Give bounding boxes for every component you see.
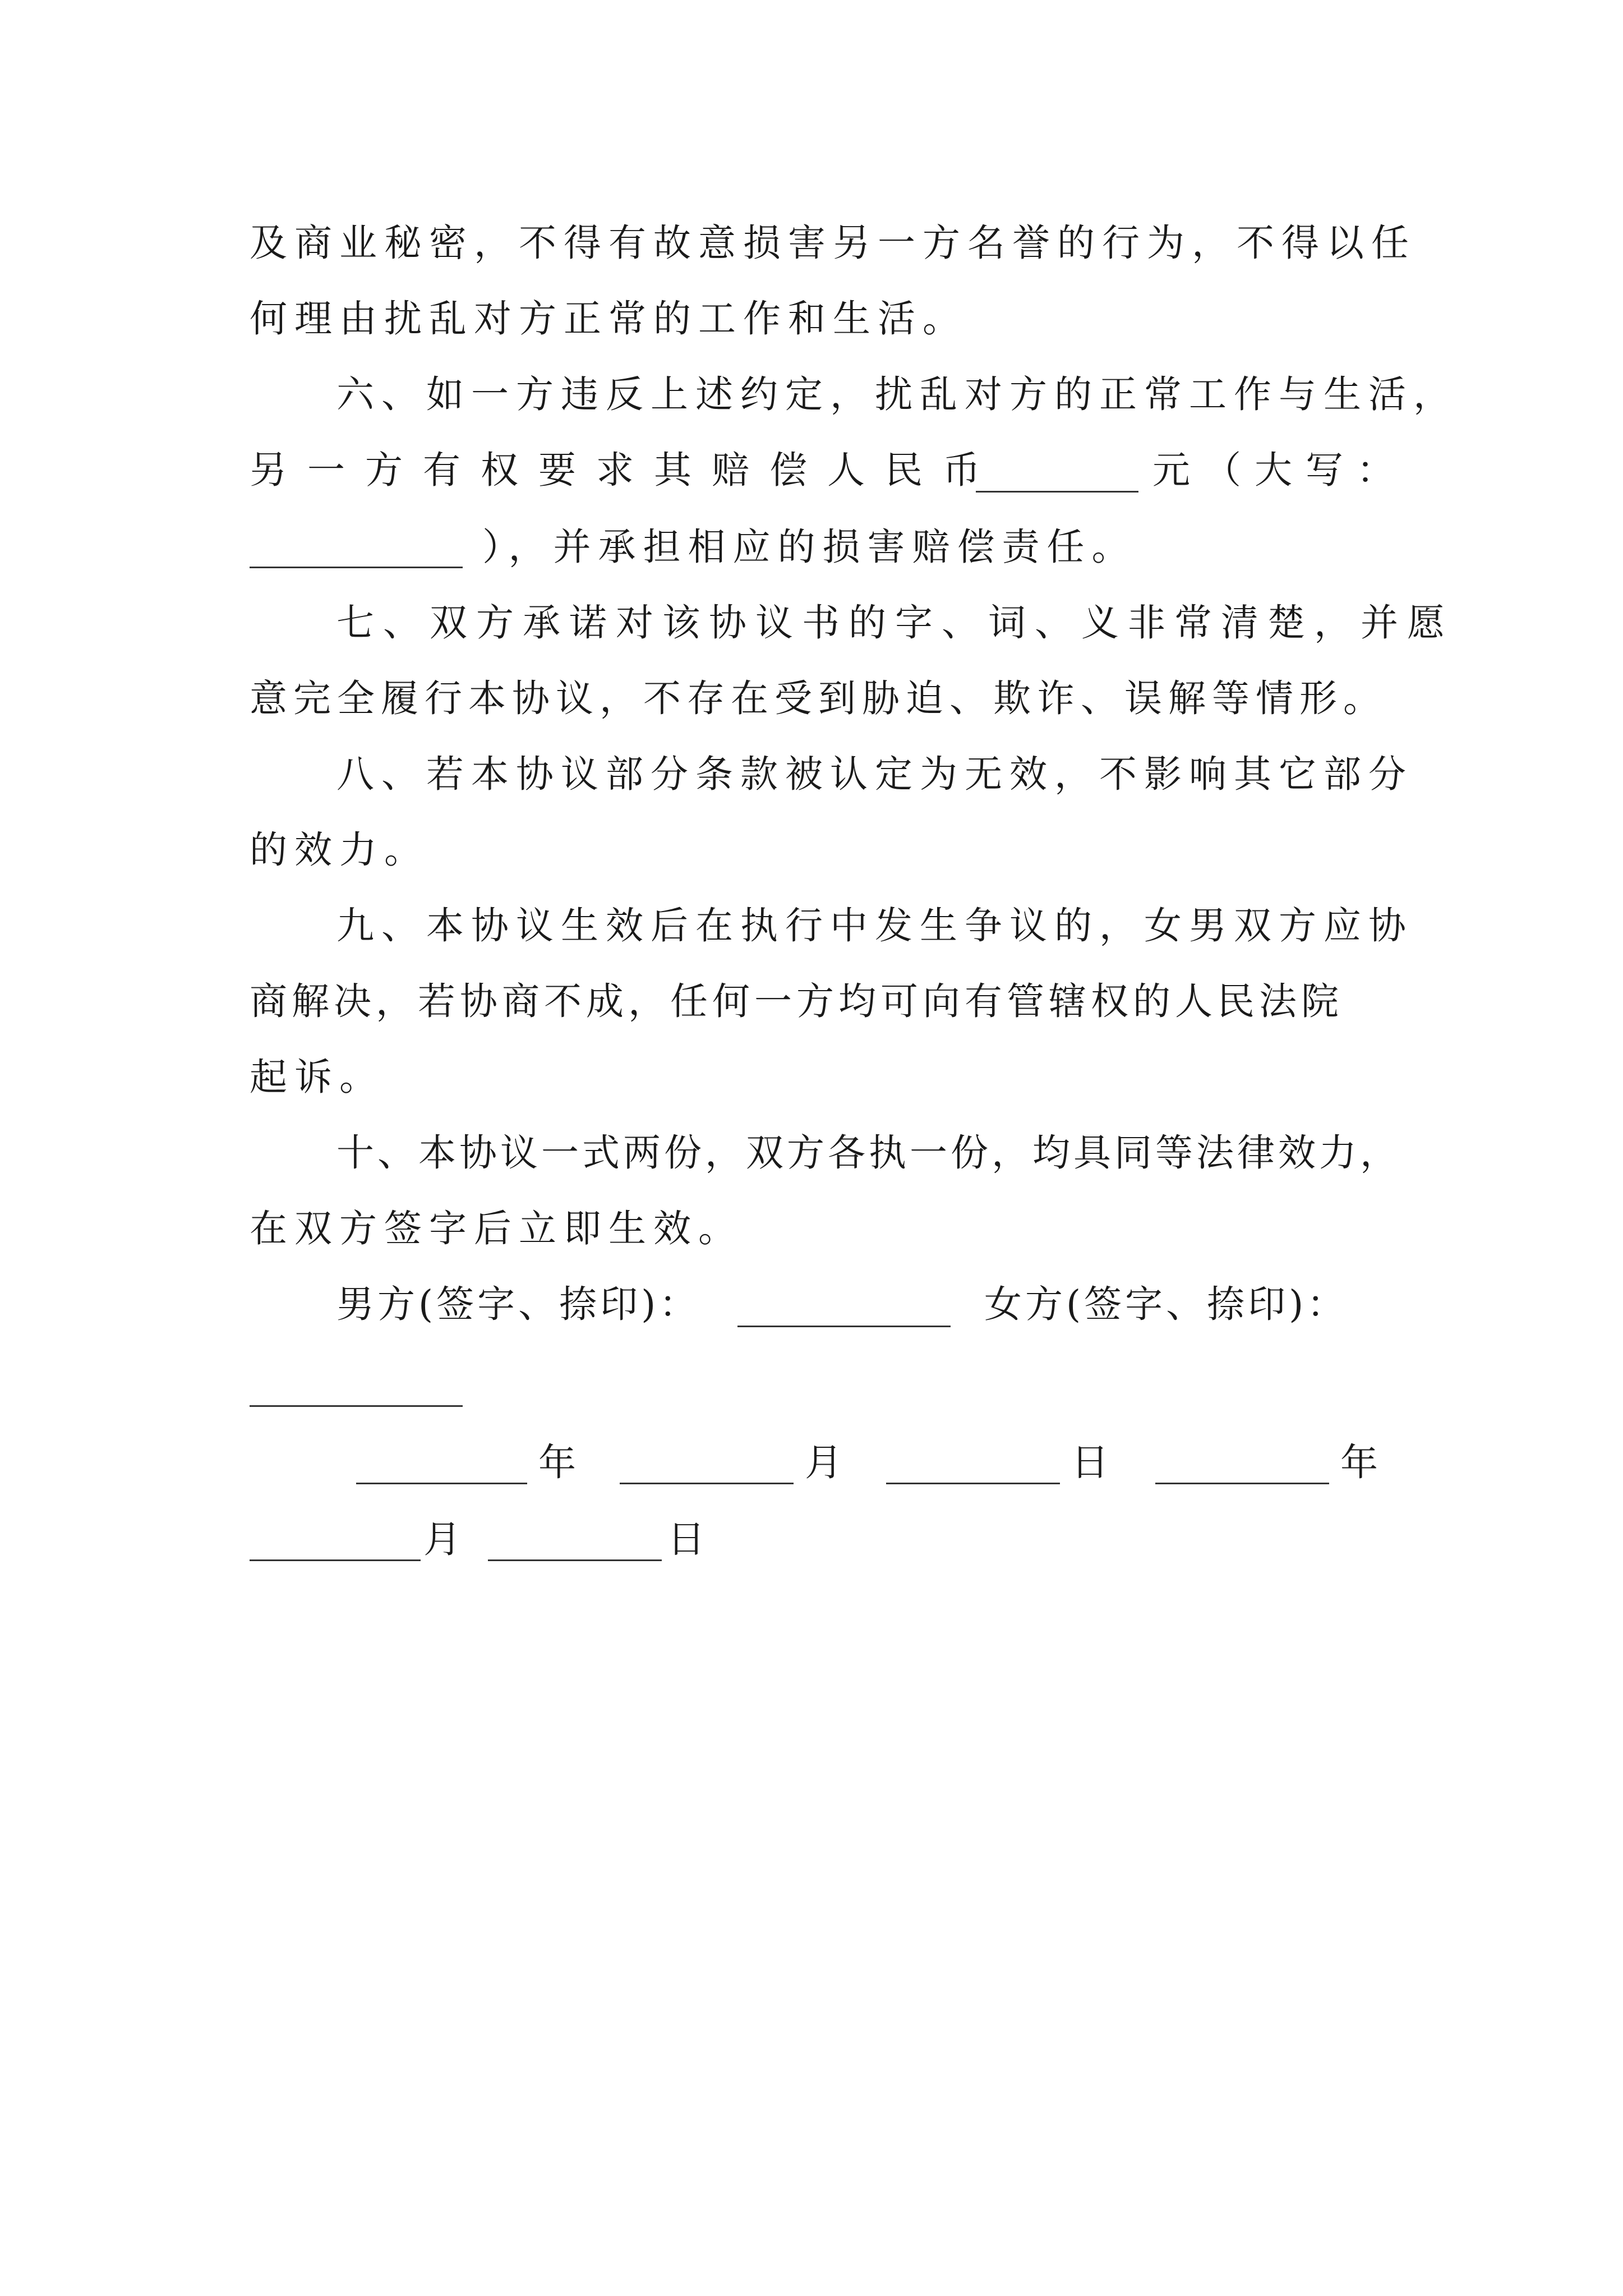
male-date-year-label: 年: [538, 1441, 576, 1484]
amount-in-words-blank[interactable]: [250, 567, 463, 568]
clause-7-line-1: 七、双方承诺对该协议书的字、词、义非常清楚，并愿: [336, 601, 1454, 645]
female-date-day-blank[interactable]: [488, 1559, 662, 1561]
amount-blank[interactable]: [976, 491, 1138, 493]
clause-6-line-1: 六、如一方违反上述约定，扰乱对方的正常工作与生活，: [336, 372, 1458, 416]
clause-10-line-2: 在双方签字后立即生效。: [250, 1207, 743, 1250]
clause-6-line-2: 另一方有权要求其赔偿人民币: [250, 448, 1000, 492]
text-line-confidentiality-2: 何理由扰乱对方正常的工作和生活。: [250, 297, 967, 341]
female-date-year-blank[interactable]: [1155, 1483, 1329, 1484]
text-line-confidentiality-1: 及商业秘密，不得有故意损害另一方名誉的行为，不得以任: [250, 221, 1416, 265]
female-date-year-label: 年: [1340, 1441, 1378, 1484]
female-party-signature-blank[interactable]: [250, 1405, 463, 1407]
male-date-day-blank[interactable]: [886, 1483, 1060, 1484]
female-party-signature-label: 女方(签字、捺印)：: [984, 1282, 1348, 1326]
male-date-month-blank[interactable]: [620, 1483, 794, 1484]
clause-8-line-1: 八、若本协议部分条款被认定为无效，不影响其它部分: [336, 752, 1413, 796]
female-date-month-blank[interactable]: [250, 1559, 421, 1561]
clause-8-line-2: 的效力。: [250, 828, 429, 872]
male-date-month-label: 月: [805, 1441, 842, 1484]
clause-7-line-2: 意完全履行本协议，不存在受到胁迫、欺诈、误解等情形。: [250, 677, 1387, 720]
male-party-signature-label: 男方(签字、捺印)：: [336, 1282, 700, 1326]
male-date-day-label: 日: [1071, 1441, 1109, 1484]
clause-9-line-3: 起诉。: [250, 1055, 384, 1099]
female-date-month-label: 月: [423, 1517, 461, 1561]
clause-9-line-2: 商解决，若协商不成，任何一方均可向有管辖权的人民法院: [250, 979, 1343, 1023]
clause-10-line-1: 十、本协议一式两份，双方各执一份，均具同等法律效力，: [336, 1131, 1401, 1175]
clause-9-line-1: 九、本协议生效后在执行中发生争议的，女男双方应协: [336, 904, 1413, 947]
male-party-signature-blank[interactable]: [737, 1326, 951, 1327]
female-date-day-label: 日: [667, 1517, 705, 1561]
clause-6-currency-label: 元（大写：: [1152, 448, 1408, 492]
male-date-year-blank[interactable]: [356, 1483, 527, 1484]
clause-6-line-3: ），并承担相应的损害赔偿责任。: [482, 525, 1137, 569]
